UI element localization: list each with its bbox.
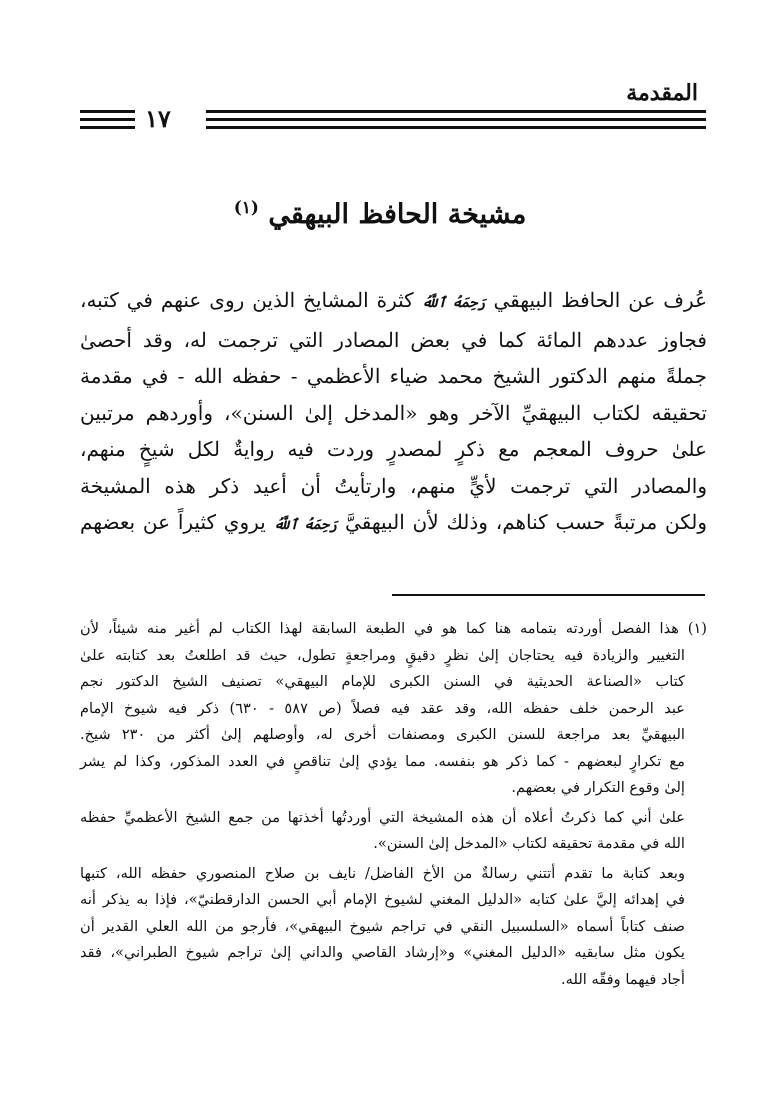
footnote-line: في إهدائه إليَّ علىٰ كتابه «الدليل المغني لشيوخ الإمام أبي الحسن الدارقطنيّ»، فإذا به يذكر أنه	[80, 891, 685, 908]
footnote-line: التغيير والزيادة فيه يحتاجان إلىٰ نظرٍ دقيقٍ ومراجعةٍ تطول، حيث قد اطلعتُ بعد كتابته علىٰ	[80, 646, 685, 664]
footnote-line: صنف كتاباً أسماه «السلسبيل النقي في تراجم شيوخ البيهقي»، فأرجو من الله العلي القدير أن	[80, 917, 685, 935]
footnote-line: (١) هذا الفصل أوردته بتمامه هنا كما هو في الطبعة السابقة لهذا الكتاب لم أغير منه شيئاً، لأن	[80, 620, 707, 637]
header-rule-right-bottom	[206, 126, 706, 129]
header-rule-left-top	[80, 110, 135, 113]
footnote-line: وبعد كتابة ما تقدم أتتني رسالةٌ من الأخ الفاضل/ نايف بن صلاح المنصوري حفظه الله، كتبها	[80, 864, 685, 882]
footnote-separator	[392, 594, 705, 596]
footnote-line: كتاب «الصناعة الحديثية في السنن الكبرى للإمام البيهقي» تصنيف الشيخ الدكتور نجم	[80, 673, 685, 690]
page-number: ١٧	[145, 104, 171, 133]
footnote-line: الله في مقدمة تحقيقه لكتاب «المدخل إلىٰ السنن».	[373, 835, 685, 852]
section-heading	[150, 188, 610, 235]
heading-title: مشيخة الحافظ البيهقي	[268, 199, 527, 230]
header-rule-left-bottom	[80, 126, 135, 129]
body-line-1: عُرف عن الحافظ البيهقي رَحِمَهُ ٱللَّهُ كثرة المشايخ الذين روى عنهم في كتبه،	[80, 288, 708, 312]
header-rule-right-middle	[206, 118, 706, 121]
honorific-glyph: رَحِمَهُ ٱللَّهُ	[421, 295, 486, 311]
footnote-line: البيهقيِّ بعد مراجعة للسنن الكبرى ومصنفات أخرى له، وأوصلهم إلىٰ أكثر من ٢٣٠ شيخ.	[80, 726, 685, 743]
heading-footnote-ref: (١)	[233, 198, 259, 218]
footnote-line: إلىٰ وقوع التكرار في بعضهم.	[511, 779, 685, 796]
footnote-line: أجاد فيهما وفقّه الله.	[561, 970, 685, 988]
honorific-glyph: رَحِمَهُ ٱللَّهُ	[273, 517, 338, 533]
body-line-4: تحقيقه لكتاب البيهقيِّ الآخر وهو «المدخل إلىٰ السنن»، وأوردهم مرتبين	[80, 400, 707, 425]
footnote-line: عبد الرحمن خلف حفظه الله، وقد عقد فيه فصلاً (ص ٥٨٧ - ٦٣٠) ذكر فيه شيوخ الإمام	[80, 699, 685, 717]
footnote-line: مع تكرارٍ لبعضهم - كما ذكر هو بنفسه. مما يؤدي إلىٰ تناقصٍ في العدد المذكور، وكذا لم يشر	[80, 752, 685, 770]
header-rule-right-top	[206, 110, 706, 113]
body-line-5: علىٰ حروف المعجم مع ذكرٍ لمصدرٍ وردت فيه روايةٌ لكل شيخٍ منهم،	[80, 437, 707, 461]
running-title: المقدمة	[626, 80, 698, 106]
footnote-line: يكون مثل سابقيه «الدليل المغني» و«إرشاد القاصي والداني إلىٰ تراجم شيوخ الطبراني»، فقد	[80, 944, 685, 961]
body-text	[80, 282, 707, 544]
footnotes	[80, 616, 707, 993]
body-line-3: جملةً منهم الدكتور الشيخ محمد ضياء الأعظمي - حفظه الله - في مقدمة	[80, 364, 707, 388]
header-rule-left-middle	[80, 118, 135, 121]
body-line-2: فجاوز عددهم المائة كما في بعض المصادر التي ترجمت له، وقد أحصىٰ	[80, 327, 707, 352]
footnote-line: علىٰ أني كما ذكرتُ أعلاه أن هذه المشيخة التي أوردتُها أخذتها من جمع الشيخ الأعظميِّ حفظه	[80, 808, 685, 826]
body-line-7: ولكن مرتبةً حسب كناهم، وذلك لأن البيهقيَّ رَحِمَهُ ٱللَّهُ يروي كثيراً عن بعضهم	[80, 510, 708, 534]
body-line-6: والمصادر التي ترجمت لأيٍّ منهم، وارتأيتُ أن أعيد ذكر هذه المشيخة	[80, 473, 707, 498]
